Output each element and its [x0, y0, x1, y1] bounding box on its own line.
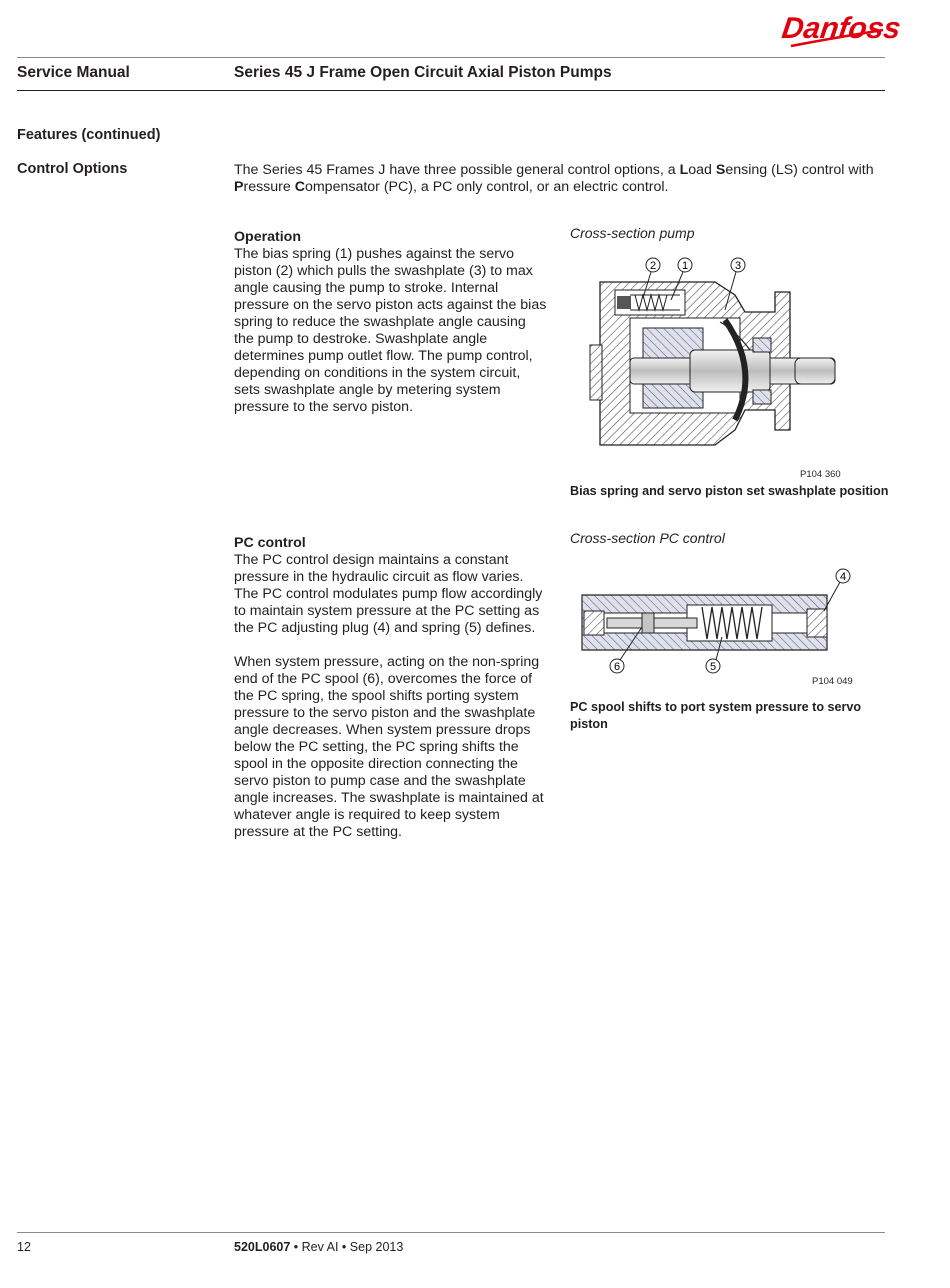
figure1-title: Cross-section pump: [570, 225, 695, 241]
document-number: 520L0607: [234, 1240, 291, 1254]
figure1-caption: Bias spring and servo piston set swashplate position: [570, 484, 889, 498]
callout-6: 6: [613, 661, 621, 673]
pc-control-paragraph-1: The PC control design maintains a constant pressure in the hydraulic circuit as flow varies. The PC control modulates pump flow accordingly to maintain system pressure at the PC setting as the PC adjusting plug (4) and spring (5) defines.: [234, 552, 543, 636]
pump-cross-section-drawing: [585, 250, 845, 455]
control-options-heading: Control Options: [17, 161, 128, 177]
header-top-rule: [17, 57, 885, 58]
header-bottom-rule: [17, 90, 885, 91]
pc-control-heading: PC control: [234, 535, 306, 551]
revision-date: • Rev AI • Sep 2013: [290, 1240, 404, 1254]
operation-heading: Operation: [234, 229, 302, 245]
header-product-title: Series 45 J Frame Open Circuit Axial Piston Pumps: [234, 64, 612, 81]
callout-2: 2: [649, 260, 657, 272]
svg-text:Danfoss: Danfoss: [779, 12, 903, 45]
document-revision: [234, 1240, 403, 1254]
header-manual-title: Service Manual: [17, 64, 130, 81]
danfoss-logo: [779, 8, 903, 52]
figure1-reference: P104 360: [800, 469, 841, 480]
pc-control-paragraph-2: When system pressure, acting on the non-spring end of the PC spool (6), overcomes the force of the PC spring, the spool shifts porting system pressure to the servo piston and the swashplate angle decreases. When system pressure drops below the PC setting, the PC spring shifts the spool in the opposite direction connecting the servo piston to pump case and the swashplate angle increases. The swashplate is maintained at whatever angle is required to keep system pressure at the PC setting.: [234, 654, 544, 840]
callout-4: 4: [839, 571, 847, 583]
pc-control-cross-section-drawing: [572, 565, 857, 680]
page-number: 12: [17, 1240, 31, 1254]
features-heading: Features (continued): [17, 127, 161, 143]
operation-paragraph: The bias spring (1) pushes against the servo piston (2) which pulls the swashplate (3) to max angle causing the pump to stroke. Internal pressure on the servo piston acts against the bias spring to reduce the swashplate angle causing the pump to destroke. Swashplate angle determines pump outlet flow. The pump control, depending on conditions in the system circuit, sets swashplate angle by metering system pressure to the servo piston.: [234, 246, 547, 415]
callout-3: 3: [734, 260, 742, 272]
figure2-reference: P104 049: [812, 676, 853, 687]
figure2-caption: PC spool shifts to port system pressure to servo piston: [570, 700, 862, 731]
callout-1: 1: [681, 260, 689, 272]
figure2-title: Cross-section PC control: [570, 530, 725, 546]
footer-rule: [17, 1232, 885, 1233]
control-options-intro: The Series 45 Frames J have three possible general control options, a Load Sensing (LS) control with Pressure Compensator (PC), a PC only control, or an electric control.: [234, 162, 874, 195]
callout-5: 5: [709, 661, 717, 673]
